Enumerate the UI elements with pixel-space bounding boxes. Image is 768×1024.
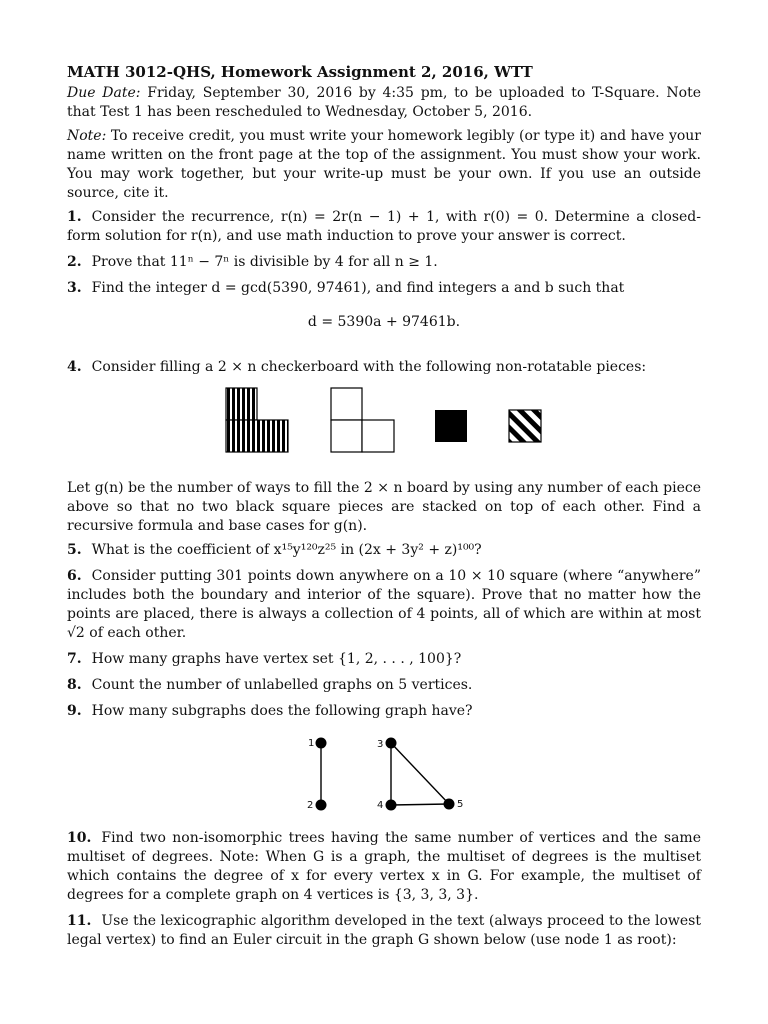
problem-3: [67, 279, 701, 298]
graph-vertex: [386, 800, 397, 811]
problem-6: [67, 567, 701, 643]
problem-11: [67, 912, 701, 950]
problem-number: 5.: [67, 542, 82, 558]
due-date-text: Friday, September 30, 2016 by 4:35 pm, to be uploaded to T-Square. Note that Test 1 has been rescheduled to Wednesday, October 5, 2016.: [67, 85, 701, 120]
problem-text: Consider filling a 2 × n checkerboard with the following non-rotatable pieces:: [91, 359, 647, 375]
problem-4: [67, 358, 701, 377]
problem-number: 8.: [67, 677, 82, 693]
problem-number: 2.: [67, 254, 82, 270]
problem-10: [67, 829, 701, 905]
problem-number: 6.: [67, 568, 82, 584]
problem-text: What is the coefficient of x¹⁵y¹²⁰z²⁵ in (2x + 3y² + z)¹⁰⁰?: [91, 542, 482, 558]
problem-text: How many subgraphs does the following graph have?: [91, 703, 473, 719]
problem-text: Prove that 11ⁿ − 7ⁿ is divisible by 4 for all n ≥ 1.: [91, 254, 438, 270]
problem-number: 1.: [67, 209, 82, 225]
problem-8: [67, 676, 701, 695]
problem-text: Consider the recurrence, r(n) = 2r(n − 1) + 1, with r(0) = 0. Determine a closed-form solution for r(n), and use math induction to prove your answer is correct.: [67, 209, 701, 244]
note-text: To receive credit, you must write your homework legibly (or type it) and have your name written on the front page at the top of the assignment. You must show your work. You may work together, but your write-up must be your own. If you use an outside source, cite it.: [67, 128, 701, 201]
vertex-label: 2: [307, 800, 314, 811]
problem-1: [67, 208, 701, 246]
problem-4-followup: Let g(n) be the number of ways to fill the 2 × n board by using any number of each piece above so that no two black square pieces are stacked on top of each other. Find a recursive formula and base cases for g(n).: [67, 480, 701, 534]
black-square-piece: [435, 410, 467, 442]
graph-vertex: [386, 738, 397, 749]
vertex-label: 3: [377, 739, 384, 750]
graph-edge: [391, 804, 449, 805]
vertex-label: 5: [457, 799, 464, 810]
problem-number: 11.: [67, 913, 92, 929]
graph-vertex: [316, 800, 327, 811]
due-date-paragraph: [67, 84, 701, 122]
graph-edge: [391, 743, 449, 804]
problem-5: [67, 541, 701, 560]
problem-text: Find the integer d = gcd(5390, 97461), and find integers a and b such that: [91, 280, 625, 296]
display-equation: d = 5390a + 97461b.: [307, 314, 461, 330]
vertex-label: 1: [308, 738, 315, 749]
problem-number: 3.: [67, 280, 82, 296]
page-title: MATH 3012-QHS, Homework Assignment 2, 2016, WTT: [67, 63, 533, 81]
graph-figure: [67, 729, 701, 817]
note-paragraph: [67, 127, 701, 203]
problem-text: Use the lexicographic algorithm developed in the text (always proceed to the lowest legal vertex) to find an Euler circuit in the graph G shown below (use node 1 as root):: [67, 913, 701, 948]
hatched-square-piece: [509, 410, 541, 442]
problem-number: 7.: [67, 651, 82, 667]
pieces-figure: [67, 385, 701, 475]
problem-text: How many graphs have vertex set {1, 2, . . . , 100}?: [91, 651, 462, 667]
note-label: Note:: [67, 128, 107, 144]
problem-number: 4.: [67, 359, 82, 375]
problem-2: [67, 253, 701, 272]
white-l-piece: [331, 388, 394, 452]
vertex-label: 4: [377, 800, 384, 811]
problem-text: Consider putting 301 points down anywhere on a 10 × 10 square (where “anywhere” includes both the boundary and interior of the square). Prove that no matter how the points are placed, there is always a collection of 4 points, all of which are within at most √2 of each other.: [67, 568, 701, 641]
graph-vertex: [444, 799, 455, 810]
problem-7: [67, 650, 701, 669]
problem-9: [67, 702, 701, 721]
problem-text: Count the number of unlabelled graphs on 5 vertices.: [91, 677, 473, 693]
problem-number: 9.: [67, 703, 82, 719]
homework-page: [67, 62, 701, 957]
graph-vertex: [316, 738, 327, 749]
striped-l-piece: [226, 388, 288, 452]
due-date-label: Due Date:: [67, 85, 141, 101]
problem-text: Find two non-isomorphic trees having the same number of vertices and the same multiset of degrees. Note: When G is a graph, the multiset of degrees is the multiset which contains the degree of x for every vertex x in G. For example, the multiset of degrees for a complete graph on 4 vertices is {3, 3, 3, 3}.: [67, 830, 701, 903]
problem-number: 10.: [67, 830, 92, 846]
